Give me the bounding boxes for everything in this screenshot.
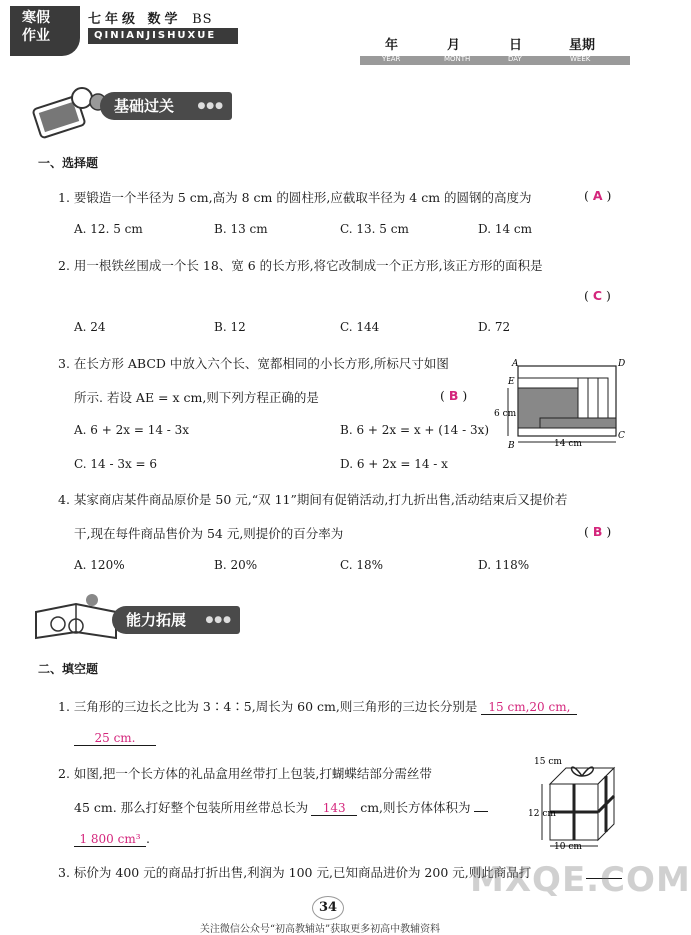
edition-label: BS	[192, 12, 213, 27]
section-banner-basic-title: 基础过关	[114, 97, 175, 115]
q4-answer-letter: B	[592, 524, 603, 539]
q1-answer-letter: A	[592, 188, 603, 203]
q1-option-d: D. 14 cm	[478, 222, 533, 236]
fill-q1-answer2: 25 cm.	[74, 731, 156, 746]
book-title-text: 七年级 数学	[88, 12, 182, 27]
badge-line2: 作业	[22, 28, 50, 44]
q2-option-b: B. 12	[214, 320, 246, 334]
date-bar	[360, 56, 630, 65]
fig-label-b: B	[508, 441, 515, 451]
date-day-label: 日	[509, 38, 523, 53]
q3-text-line2: 所示. 若设 AE = x cm,则下列方程正确的是	[74, 390, 319, 405]
q3-option-c: C. 14 - 3x = 6	[74, 457, 158, 471]
fill-q1-answer1: 15 cm,20 cm,	[481, 700, 577, 715]
date-month-sub: MONTH	[444, 55, 471, 63]
fill-q1-line1	[58, 697, 577, 715]
q2-option-a: A. 24	[74, 320, 106, 334]
q2-answer-letter: C	[592, 288, 603, 303]
fig-label-e: E	[508, 377, 515, 387]
fill-q2-line2	[74, 798, 488, 816]
q2-text: 2. 用一根铁丝围成一个长 18、宽 6 的长方形,将它改制成一个正方形,该正方形的面积是	[58, 258, 543, 273]
q3-text-line1: 3. 在长方形 ABCD 中放入六个长、宽都相同的小长方形,所标尺寸如图	[58, 356, 449, 371]
fill-q2-trailing-blank	[474, 811, 488, 812]
book-title	[88, 8, 213, 27]
pinyin-strip: QINIANJISHUXUE	[88, 28, 238, 44]
page-number: 34	[312, 896, 344, 920]
book-glasses-icon	[30, 590, 125, 645]
fill-q1-line2	[74, 730, 156, 746]
q3-option-a: A. 6 + 2x = 14 - 3x	[74, 423, 190, 437]
fill-q2-line3: 1 800 cm³ .	[74, 831, 150, 847]
q3-option-d: D. 6 + 2x = 14 - x	[340, 457, 448, 471]
badge-line1: 寒假	[22, 10, 50, 26]
rectangle-abcd-figure	[494, 358, 630, 451]
watermark: MXQE.COM	[470, 860, 691, 900]
fig-label-height: 6 cm	[494, 409, 517, 419]
q4-option-d: D. 118%	[478, 558, 530, 572]
section-banner-extension-title: 能力拓展	[126, 611, 187, 629]
date-month-label: 月	[447, 38, 461, 53]
people-icon: ●●●	[197, 101, 224, 111]
date-week-sub: WEEK	[570, 55, 591, 63]
q4-option-b: B. 20%	[214, 558, 258, 572]
winter-homework-badge	[10, 6, 80, 56]
gift-label-depth: 15 cm	[534, 757, 562, 767]
date-week-label: 星期	[569, 38, 596, 53]
q1-option-a: A. 12. 5 cm	[74, 222, 143, 236]
q2-answer: ( C )	[584, 288, 611, 303]
fill-q2-answer1: 143	[311, 801, 357, 816]
q2-option-d: D. 72	[478, 320, 511, 334]
fig-label-width: 14 cm	[554, 439, 582, 449]
q4-option-a: A. 120%	[74, 558, 125, 572]
q1-text: 1. 要锻造一个半径为 5 cm,高为 8 cm 的圆柱形,应截取半径为 4 cm 的圆钢的高度为	[58, 190, 532, 205]
fill-q2-answer2: 1 800 cm³	[74, 832, 146, 847]
gift-label-width: 10 cm	[554, 842, 582, 852]
q4-option-c: C. 18%	[340, 558, 384, 572]
fig-label-a: A	[512, 359, 519, 369]
q4-answer: ( B )	[584, 524, 612, 539]
date-year-label: 年	[385, 38, 399, 53]
footer-text: 关注微信公众号“初高教辅站”获取更多初高中教辅资料	[199, 924, 441, 935]
section1-heading: 一、选择题	[38, 156, 99, 170]
q4-text-line1: 4. 某家商店某件商品原价是 50 元,“双 11”期间有促销活动,打九折出售,活动结束后又提价若	[58, 492, 568, 507]
q1-option-c: C. 13. 5 cm	[340, 222, 409, 236]
gift-label-height: 12 cm	[528, 809, 556, 819]
date-year-sub: YEAR	[382, 55, 401, 63]
fig-label-d: D	[618, 359, 626, 369]
section-banner-basic	[100, 92, 232, 120]
q4-text-line2: 干,现在每件商品售价为 54 元,则提价的百分率为	[74, 526, 344, 541]
fill-q2-line1: 2. 如图,把一个长方体的礼品盒用丝带打上包装,打蝴蝶结部分需丝带	[58, 766, 432, 781]
section2-heading: 二、填空题	[38, 662, 99, 676]
q3-answer-letter: B	[448, 388, 459, 403]
fill-q1-text: 1. 三角形的三边长之比为 3∶4∶5,周长为 60 cm,则三角形的三边长分别是	[58, 699, 478, 714]
gift-box-figure	[528, 750, 628, 850]
q3-answer: ( B )	[440, 388, 468, 403]
q2-option-c: C. 144	[340, 320, 380, 334]
fill-q2-text-b: cm,则长方体体积为	[360, 800, 471, 815]
section-banner-extension	[112, 606, 240, 634]
fill-q2-text-a: 45 cm. 那么打好整个包装所用丝带总长为	[74, 800, 309, 815]
date-day-sub: DAY	[508, 55, 522, 63]
q1-option-b: B. 13 cm	[214, 222, 268, 236]
q1-answer: ( A )	[584, 188, 612, 203]
fill-q3-line: 3. 标价为 400 元的商品打折出售,利润为 100 元,已知商品进价为 200 元,则此商品打	[58, 865, 532, 880]
fig-label-c: C	[618, 431, 625, 441]
q3-option-b: B. 6 + 2x = x + (14 - 3x)	[340, 423, 490, 437]
people-icon: ●●●	[205, 615, 232, 625]
